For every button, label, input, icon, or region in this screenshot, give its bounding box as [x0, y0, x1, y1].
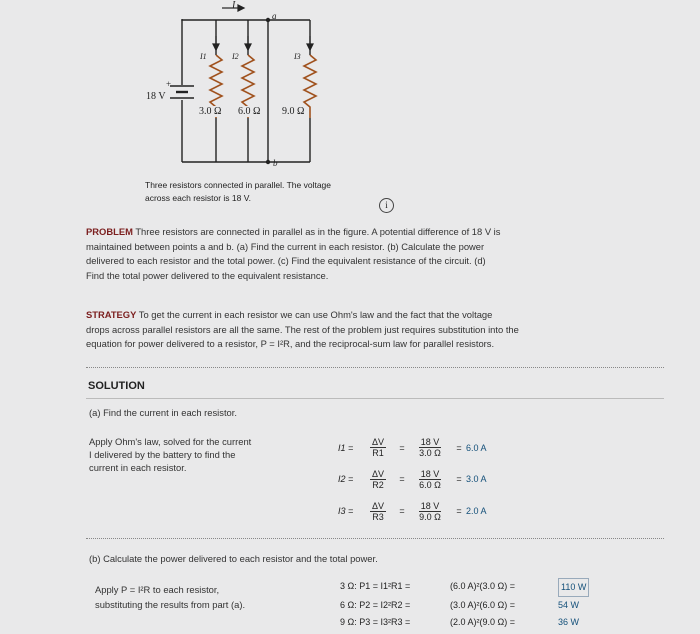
equation-row: I2 = $\frac{\Delta V}{R2}$ = $\frac{18 V}{6.0 \Omega}$ = 3.0 A — [338, 468, 487, 490]
info-icon[interactable]: i — [379, 198, 394, 213]
result-value: 3.0 A — [466, 474, 487, 484]
node-b-label: b — [273, 158, 278, 168]
power-equations — [340, 578, 589, 631]
battery-voltage-label: 18 V — [146, 91, 166, 102]
equation-row: I3 = $\frac{\Delta V}{R3}$ = $\frac{18 V}{9.0 \Omega}$ = 2.0 A — [338, 500, 487, 522]
problem-block: PROBLEM Three resistors are connected in parallel as in the figure. A potential difference of 18 V is maintained between points a and b. (a) Find the current in each resistor. (b) Calculate the power delivered to each resistor and the total power. (c) Find the equivalent resistance of the circuit. (d) Find the total power delivered to the equivalent resistance. — [86, 226, 501, 281]
result-value: 54 W — [558, 600, 580, 610]
branch-current-1: I1 — [200, 52, 207, 61]
branch-current-2: I2 — [232, 52, 239, 61]
part-b-description: Apply P = I²R to each resistor, substituting the results from part (a). — [95, 584, 246, 610]
part-a-title: (a) Find the current in each resistor. — [89, 407, 237, 418]
branch-current-3: I3 — [294, 52, 301, 61]
node-a-label: a — [272, 11, 277, 21]
ohms-law-equations — [338, 432, 487, 527]
figure-caption: Three resistors connected in parallel. The voltage across each resistor is 18 V. — [145, 180, 331, 203]
result-value: 2.0 A — [466, 506, 487, 516]
result-value: 6.0 A — [466, 442, 487, 453]
result-value: 36 W — [558, 617, 580, 627]
resistor-9ohm — [304, 55, 316, 118]
equation-row: I1 = $\frac{\Delta V}{R1}$ = $\frac{18 V}{3.0 \Omega}$ = 6.0 A — [338, 437, 487, 458]
current-label: I — [232, 0, 236, 11]
top-wire — [182, 19, 268, 20]
equation-row: 3 Ω: P1 = I1²R1 = (6.0 A)²(3.0 Ω) = 110 W — [340, 578, 589, 597]
node-a-dot — [266, 18, 270, 22]
strategy-label: STRATEGY — [86, 309, 137, 320]
resistor-label-3: 9.0 Ω — [282, 106, 305, 117]
equation-row: 6 Ω: P2 = I2²R2 = (3.0 A)²(6.0 Ω) = 54 W — [340, 597, 589, 614]
resistor-label-1: 3.0 Ω — [199, 106, 222, 117]
divider — [86, 538, 664, 539]
divider — [86, 367, 664, 368]
part-b-title: (b) Calculate the power delivered to each resistor and the total power. — [89, 553, 378, 564]
parallel-circuit-diagram — [150, 0, 350, 172]
solution-heading: SOLUTION — [88, 380, 145, 392]
problem-label: PROBLEM — [86, 226, 133, 237]
plus-sign: + — [166, 79, 172, 89]
node-b-dot — [266, 160, 270, 164]
strategy-block: STRATEGY To get the current in each resistor we can use Ohm's law and the fact that the voltage drops across parallel resistors are all the same. The rest of the problem just requires substitution into the equation for power delivered to a resistor, P = I²R, and the reciprocal-sum law for parallel resistors. — [86, 309, 519, 350]
result-value: 110 W — [558, 578, 589, 597]
battery-symbol — [170, 86, 194, 98]
equation-row: 9 Ω: P3 = I3²R3 = (2.0 A)²(9.0 Ω) = 36 W — [340, 614, 589, 631]
part-a-description: Apply Ohm's law, solved for the current I delivered by the battery to find the current in each resistor. — [89, 436, 252, 473]
resistor-label-2: 6.0 Ω — [238, 106, 261, 117]
divider — [86, 398, 664, 399]
